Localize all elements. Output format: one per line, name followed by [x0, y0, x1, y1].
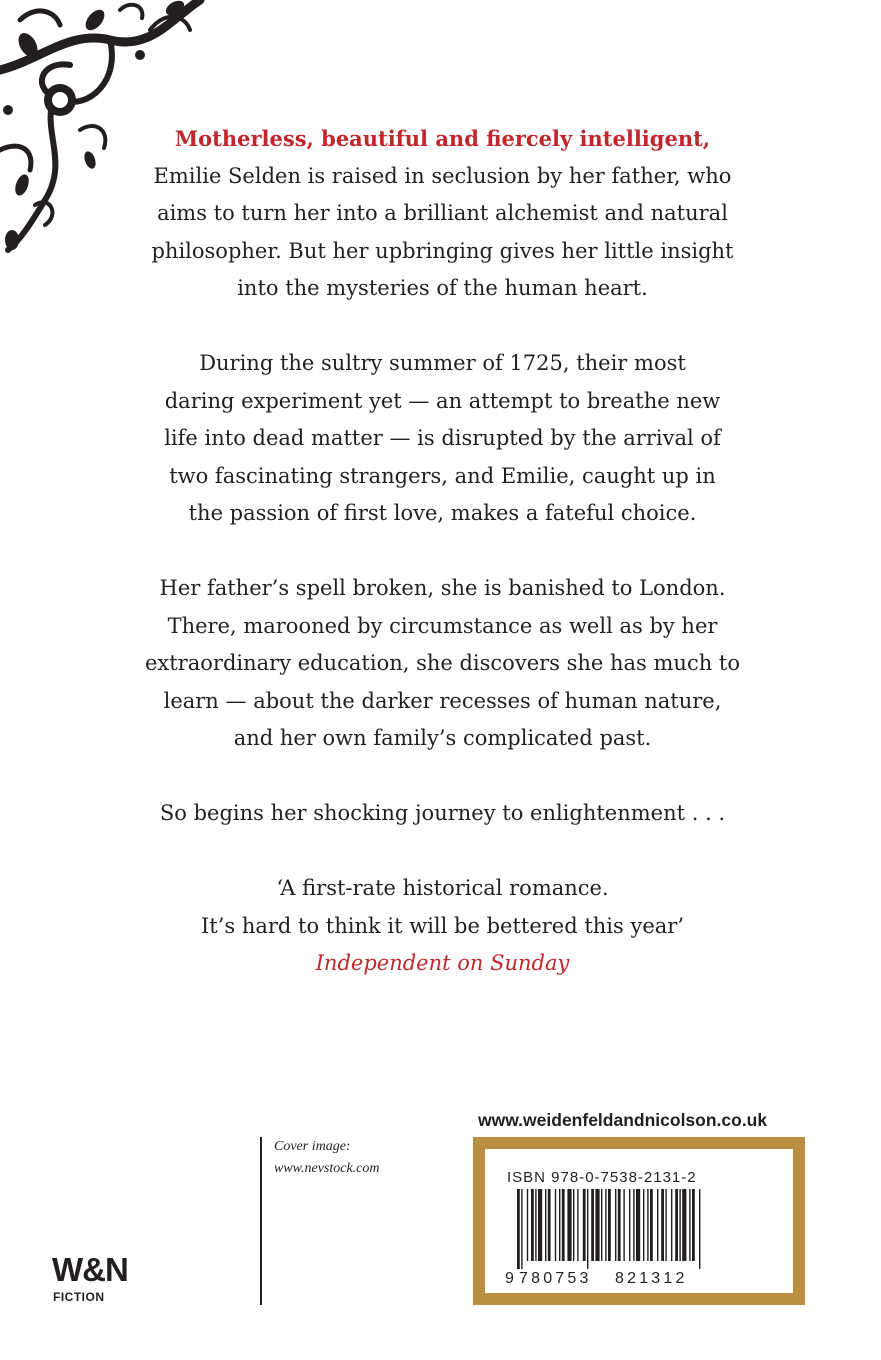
barcode-bar	[657, 1189, 658, 1261]
barcode-bar	[595, 1189, 599, 1261]
barcode-bar	[643, 1189, 644, 1261]
barcode-left-digits: 780753	[519, 1270, 592, 1287]
barcode-bar	[573, 1189, 574, 1261]
barcode-right-digits: 821312	[615, 1270, 688, 1287]
paragraph-journey	[120, 795, 765, 833]
blurb-lead: Motherless, beautiful and fiercely intelligent,	[174, 126, 711, 151]
blurb-line: During the sultry summer of 1725, their most	[199, 351, 686, 375]
barcode-bar	[675, 1189, 678, 1261]
barcode-bar	[545, 1189, 546, 1261]
blurb-text	[120, 120, 765, 1020]
barcode-bar	[615, 1189, 616, 1261]
barcode-bar	[633, 1189, 634, 1261]
blurb-line: the passion of first love, makes a fateful choice.	[188, 501, 697, 525]
barcode-bar	[587, 1189, 588, 1269]
barcode-bar	[647, 1189, 648, 1261]
barcode-bar	[538, 1189, 542, 1261]
imprint-label: FICTION	[53, 1290, 105, 1304]
blurb-line: two fascinating strangers, and Emilie, caught up in	[169, 463, 716, 488]
barcode-bar	[535, 1189, 536, 1261]
blurb-line: There, marooned by circumstance as well as by her	[167, 613, 718, 638]
barcode-bar	[671, 1189, 672, 1261]
barcode-icon	[505, 1189, 775, 1287]
barcode-bar	[623, 1189, 624, 1261]
credit-url: www.nevstock.com	[274, 1161, 380, 1176]
publisher-website: www.weidenfeldandnicolson.co.uk	[478, 1110, 768, 1130]
barcode-bar	[567, 1189, 571, 1261]
barcode-bar	[583, 1189, 586, 1261]
barcode-bar	[577, 1189, 578, 1261]
barcode-bar	[665, 1189, 666, 1261]
quote-line: ‘A first-rate historical romance.	[276, 876, 609, 900]
barcode-bar	[699, 1189, 700, 1269]
barcode-bar	[517, 1189, 520, 1269]
barcode-bar	[618, 1189, 621, 1261]
blurb-line: philosopher. But her upbringing gives her little insight	[151, 238, 734, 263]
review-quote	[120, 870, 765, 983]
blurb-line: daring experiment yet — an attempt to breathe new	[164, 388, 721, 413]
isbn-label: ISBN 978-0-7538-2131-2	[507, 1169, 697, 1186]
barcode-bar	[591, 1189, 594, 1261]
paragraph-summer	[120, 345, 765, 533]
blurb-line: into the mysteries of the human heart.	[237, 276, 648, 300]
blurb-line: learn — about the darker recesses of human nature,	[163, 688, 722, 713]
barcode-bar	[689, 1189, 690, 1261]
barcode-bar	[601, 1189, 602, 1261]
blurb-line: Her father’s spell broken, she is banished to London.	[159, 576, 726, 600]
barcode-bar	[679, 1189, 680, 1261]
blurb-line: aims to turn her into a brilliant alchemist and natural	[157, 201, 728, 225]
barcode-bar	[527, 1189, 528, 1261]
publisher-logo: W&N	[52, 1251, 128, 1288]
barcode-bar	[559, 1189, 560, 1261]
blurb-line: and her own family’s complicated past.	[233, 726, 652, 750]
blurb-line: So begins her shocking journey to enlightenment . . .	[159, 801, 726, 825]
barcode-bar	[629, 1189, 630, 1261]
barcode-bar	[636, 1189, 640, 1261]
barcode-bar	[661, 1189, 664, 1261]
vertical-divider	[260, 1137, 262, 1305]
barcode-bar	[521, 1189, 522, 1269]
barcode-panel	[473, 1137, 805, 1305]
barcode-bar	[562, 1189, 565, 1261]
barcode-bar	[548, 1189, 551, 1261]
barcode-bar	[692, 1189, 695, 1261]
blurb-line: Emilie Selden is raised in seclusion by her father, who	[153, 163, 732, 188]
quote-line: It’s hard to think it will be bettered this year’	[200, 913, 685, 938]
paragraph-london	[120, 570, 765, 758]
barcode-bar	[608, 1189, 611, 1261]
cover-image-credit	[274, 1136, 380, 1180]
barcode-bar	[555, 1189, 556, 1261]
blurb-line: life into dead matter — is disrupted by the arrival of	[164, 426, 721, 450]
blurb-line: extraordinary education, she discovers she has much to	[145, 651, 740, 675]
paragraph-intro	[120, 120, 765, 308]
quote-source: Independent on Sunday	[315, 951, 570, 975]
barcode-bar	[531, 1189, 534, 1261]
barcode-bar	[682, 1189, 686, 1261]
barcode-bar	[650, 1189, 653, 1261]
credit-label: Cover image:	[274, 1139, 351, 1154]
barcode-first-digit: 9	[505, 1270, 514, 1287]
barcode-bar	[605, 1189, 606, 1261]
